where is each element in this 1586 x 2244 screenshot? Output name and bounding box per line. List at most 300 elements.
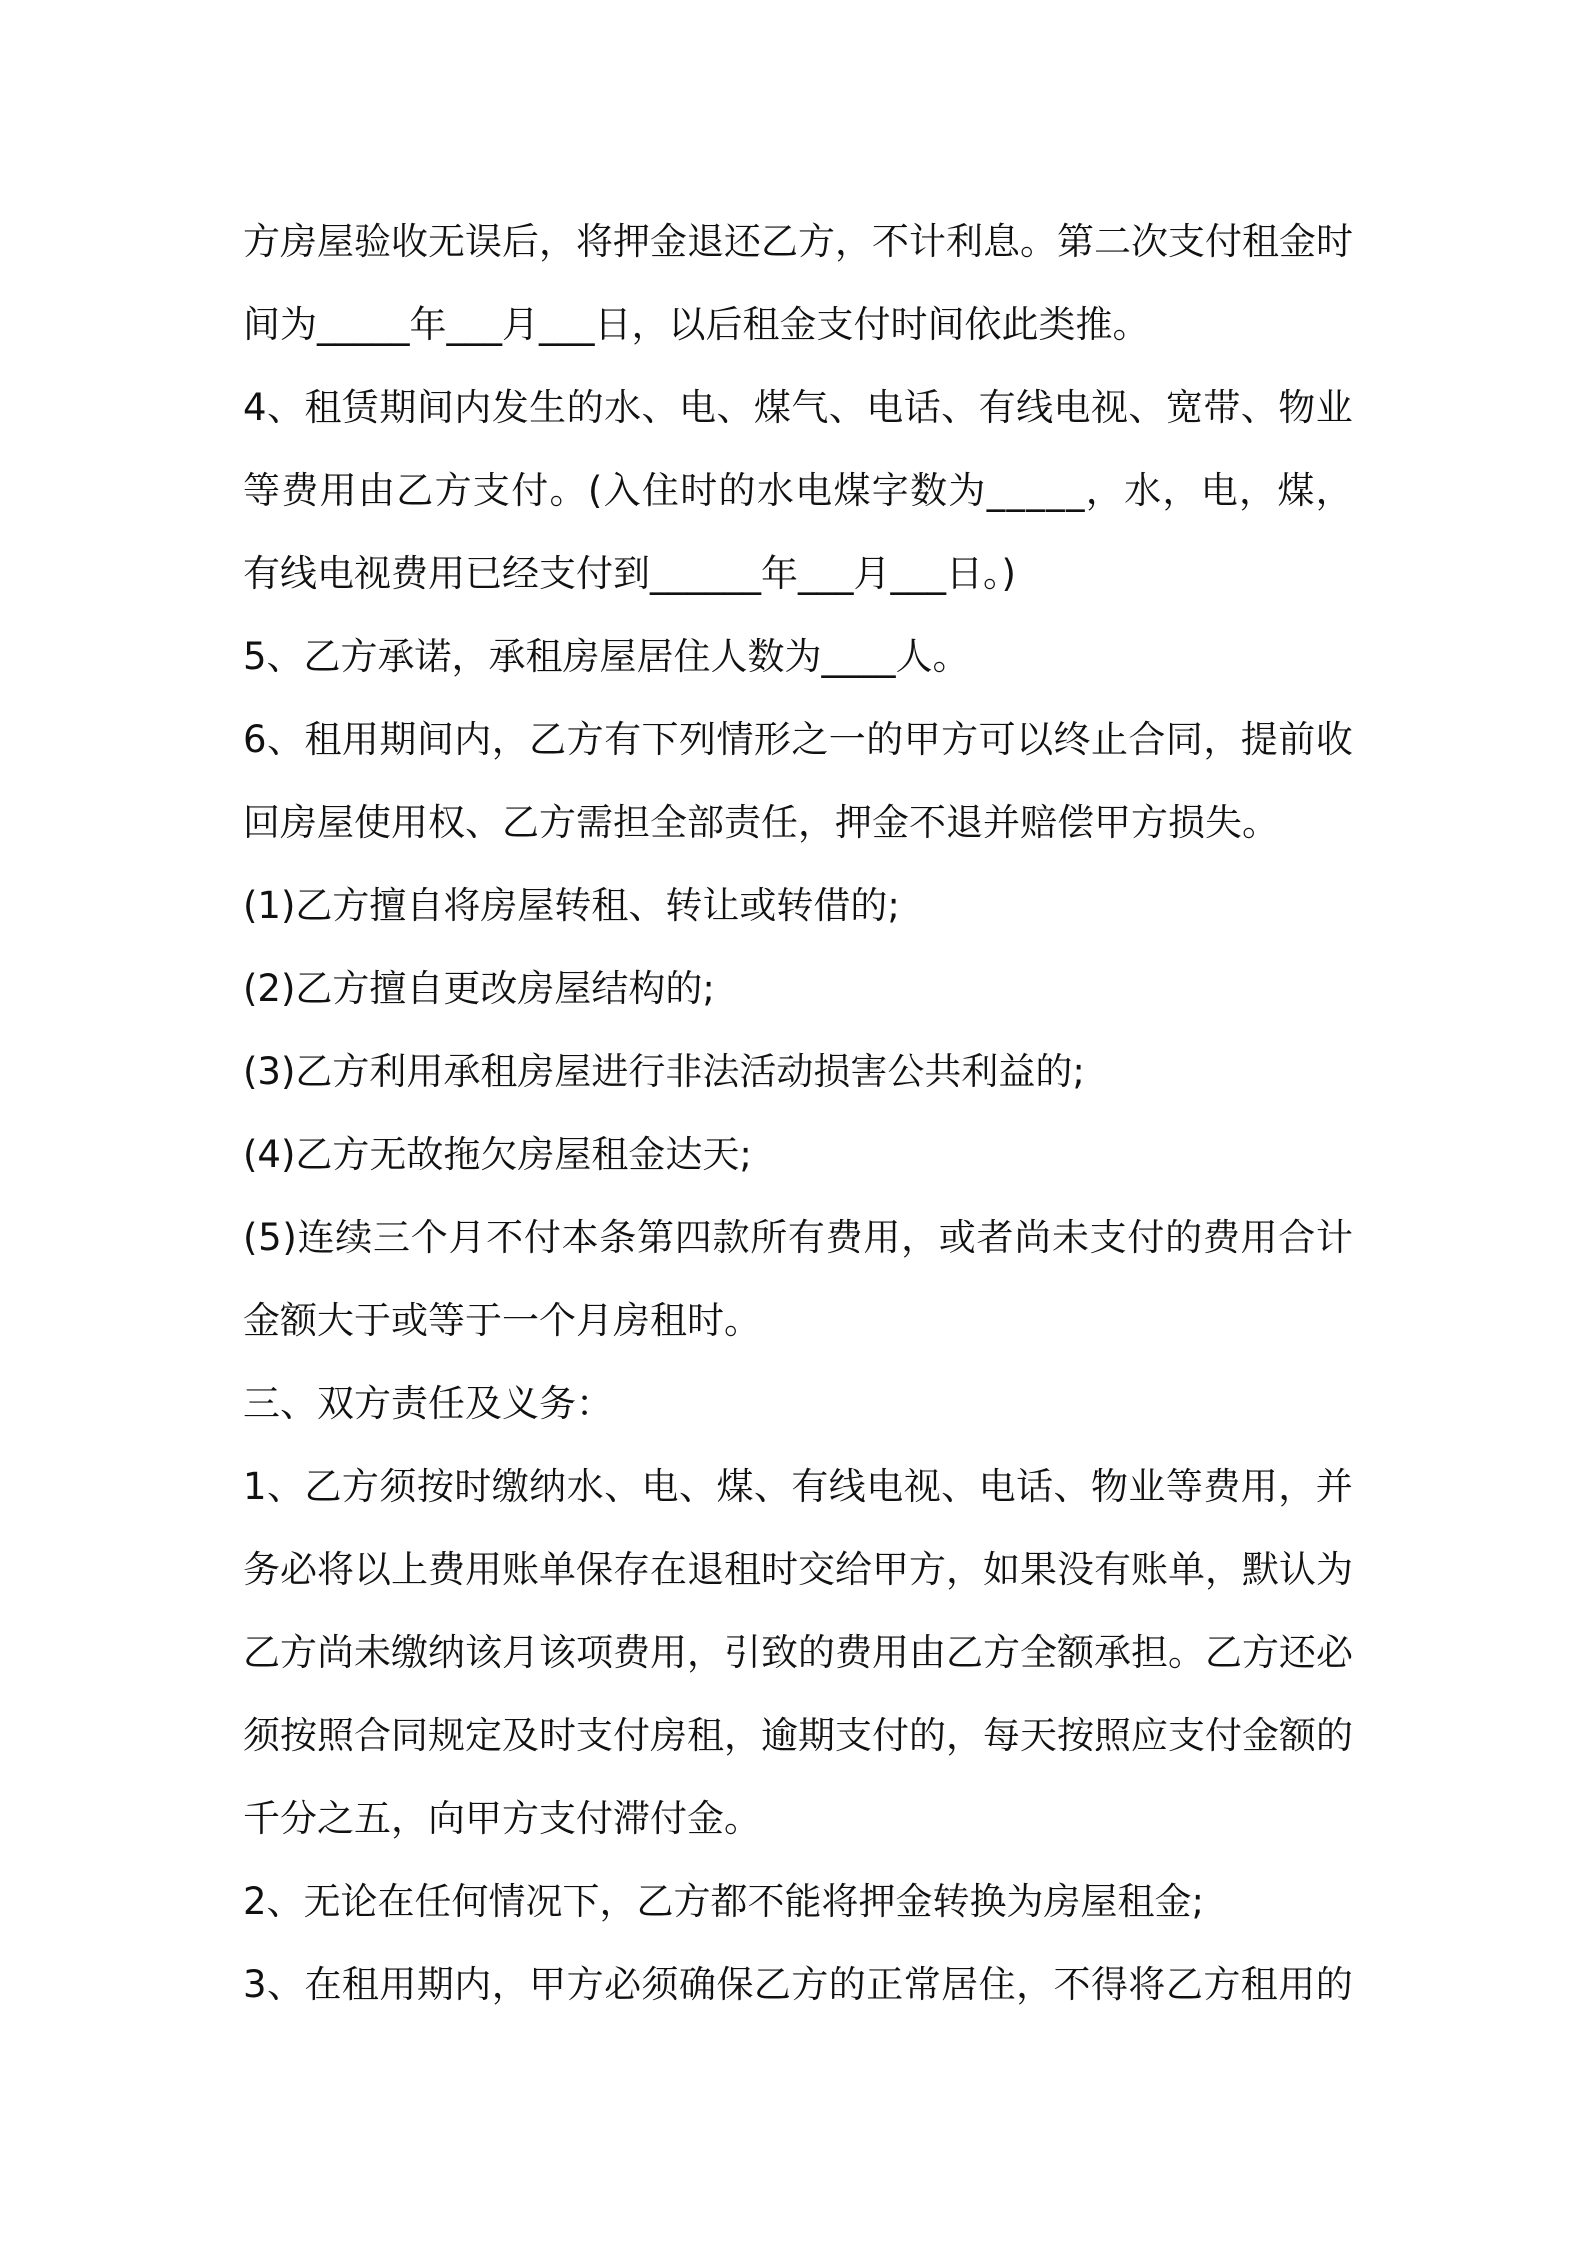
glyph: 下: [641, 718, 679, 761]
glyph: 以: [354, 1548, 391, 1591]
glyph: 费: [825, 1216, 863, 1259]
glyph: 退: [687, 220, 724, 263]
glyph: 常: [903, 1963, 941, 2006]
glyph: ，: [539, 220, 576, 263]
glyph: 付: [511, 469, 549, 512]
glyph: 线: [1016, 386, 1054, 429]
glyph: 内: [454, 1963, 492, 2006]
glyph: 甲: [529, 1963, 567, 2006]
glyph: 担: [1131, 1631, 1168, 1674]
glyph: 方: [909, 1548, 946, 1591]
text-line: [243, 283, 1353, 366]
glyph: 付: [523, 1216, 561, 1259]
glyph: 误: [465, 220, 502, 263]
glyph: 的: [566, 386, 604, 429]
text-line: [243, 947, 1353, 1030]
glyph: 缴: [391, 1631, 428, 1674]
glyph: 、: [604, 1465, 642, 1508]
glyph: 有: [787, 1216, 825, 1259]
glyph: 水: [756, 469, 794, 512]
glyph: 收: [391, 220, 428, 263]
glyph: 计: [1315, 1216, 1353, 1259]
glyph: 账: [502, 1548, 539, 1591]
glyph: 内: [454, 386, 492, 429]
glyph: 单: [1168, 1548, 1205, 1591]
glyph: 方: [566, 1963, 604, 2006]
glyph: 的: [1315, 1963, 1353, 2006]
glyph: 煤: [833, 469, 871, 512]
glyph: 金: [1279, 220, 1316, 263]
glyph: 将: [576, 220, 613, 263]
glyph: ，: [687, 1631, 724, 1674]
glyph: 话: [1016, 1465, 1054, 1508]
glyph: 乙: [753, 1963, 791, 2006]
glyph: 方: [434, 469, 472, 512]
glyph: 宽: [1165, 386, 1203, 429]
glyph: 者: [976, 1216, 1014, 1259]
text-line: [243, 1611, 1353, 1694]
glyph: 由: [357, 469, 395, 512]
glyph: 同: [391, 1714, 428, 1757]
glyph: 果: [1020, 1548, 1057, 1591]
glyph: 带: [1203, 386, 1241, 429]
text-line: [243, 698, 1353, 781]
glyph: 不: [486, 1216, 524, 1259]
glyph: 收: [1315, 718, 1353, 761]
glyph: 租: [1240, 1963, 1278, 2006]
glyph: 用: [341, 718, 379, 761]
text-line: [243, 1196, 1353, 1279]
glyph: 。: [1168, 1631, 1205, 1674]
glyph: 确: [678, 1963, 716, 2006]
glyph: 还: [724, 220, 761, 263]
glyph: 视: [903, 1465, 941, 1508]
glyph: ，: [946, 1714, 983, 1757]
glyph: 用: [1240, 1465, 1278, 1508]
line-text: (2)乙方擅自更改房屋结构的;: [243, 967, 715, 1010]
glyph: 时: [761, 1548, 798, 1591]
glyph: 等: [243, 469, 280, 512]
glyph: 及: [502, 1714, 539, 1757]
glyph: 用: [863, 1216, 901, 1259]
glyph: 用: [319, 469, 357, 512]
glyph: 、: [678, 1465, 716, 1508]
glyph: 交: [798, 1548, 835, 1591]
glyph: 四: [674, 1216, 712, 1259]
glyph: 乙: [304, 1465, 342, 1508]
text-line: [243, 1030, 1353, 1113]
glyph: 给: [835, 1548, 872, 1591]
glyph: 用: [650, 1631, 687, 1674]
glyph: ，: [946, 1548, 983, 1591]
glyph: 用: [465, 1548, 502, 1591]
glyph: 电: [795, 469, 833, 512]
glyph: 列: [678, 718, 716, 761]
glyph: 月: [448, 1216, 486, 1259]
glyph: 后: [502, 220, 539, 263]
line-text: 有线电视费用已经支付到______年___月___日。): [243, 552, 1016, 595]
text-line: [243, 1528, 1353, 1611]
glyph: ，: [901, 1216, 939, 1259]
glyph: ，: [491, 718, 529, 761]
glyph: 款: [712, 1216, 750, 1259]
glyph: 务: [243, 1548, 280, 1591]
line-text: 千分之五，向甲方支付滞付金。: [243, 1797, 761, 1840]
glyph: 验: [354, 220, 391, 263]
glyph: 时: [1316, 220, 1353, 263]
glyph: 入: [603, 469, 641, 512]
glyph: 水: [604, 386, 642, 429]
glyph: 单: [539, 1548, 576, 1591]
glyph: 电: [641, 1465, 679, 1508]
glyph: 住: [978, 1963, 1016, 2006]
glyph: 水: [566, 1465, 604, 1508]
glyph: 条: [599, 1216, 637, 1259]
glyph: 租: [341, 1963, 379, 2006]
glyph: 须: [641, 1963, 679, 2006]
glyph: 将: [1128, 1963, 1166, 2006]
glyph: 有: [604, 718, 642, 761]
glyph: 、: [828, 386, 866, 429]
glyph: ，: [1205, 1548, 1242, 1591]
glyph: 缴: [491, 1465, 529, 1508]
glyph: 一: [828, 718, 866, 761]
glyph: 二: [1094, 220, 1131, 263]
glyph: 方: [798, 220, 835, 263]
glyph: (: [243, 1216, 258, 1259]
text-line: [243, 200, 1353, 283]
line-text: 间为_____年___月___日，以后租金支付时间依此类推。: [243, 303, 1150, 346]
glyph: 1: [243, 1465, 267, 1508]
glyph: 不: [1053, 1963, 1091, 2006]
glyph: 在: [304, 1963, 342, 2006]
glyph: 必: [280, 1548, 317, 1591]
glyph: 字: [871, 469, 909, 512]
glyph: 5: [258, 1216, 282, 1259]
glyph: 或: [938, 1216, 976, 1259]
glyph: 止: [1090, 718, 1128, 761]
glyph: 甲: [872, 1548, 909, 1591]
glyph: 尚: [317, 1631, 354, 1674]
glyph: 支: [1168, 1714, 1205, 1757]
glyph: 承: [1094, 1631, 1131, 1674]
glyph: 本: [561, 1216, 599, 1259]
glyph: 提: [1240, 718, 1278, 761]
glyph: 有: [791, 1465, 829, 1508]
glyph: 方: [243, 220, 280, 263]
glyph: 甲: [903, 718, 941, 761]
glyph: 终: [1053, 718, 1091, 761]
glyph: 应: [1131, 1714, 1168, 1757]
glyph: 、: [267, 1963, 304, 2006]
glyph: 额: [1057, 1631, 1094, 1674]
glyph: 规: [428, 1714, 465, 1757]
glyph: 方: [566, 718, 604, 761]
glyph: 数: [910, 469, 948, 512]
glyph: 时: [539, 1714, 576, 1757]
glyph: _: [1046, 469, 1065, 512]
glyph: 等: [1165, 1465, 1203, 1508]
glyph: 纳: [428, 1631, 465, 1674]
glyph: 付: [872, 1714, 909, 1757]
glyph: 利: [946, 220, 983, 263]
glyph: 该: [539, 1631, 576, 1674]
glyph: 电: [1200, 469, 1238, 512]
glyph: 、: [941, 386, 979, 429]
glyph: 付: [1127, 1216, 1165, 1259]
glyph: 的: [909, 1714, 946, 1757]
text-line: [243, 532, 1353, 615]
glyph: _: [1006, 469, 1025, 512]
glyph: 乙: [1165, 1963, 1203, 2006]
glyph: 气: [791, 386, 829, 429]
glyph: 用: [1240, 1216, 1278, 1259]
glyph: 方: [983, 1631, 1020, 1674]
line-text: 金额大于或等于一个月房租时。: [243, 1299, 761, 1342]
glyph: 项: [576, 1631, 613, 1674]
glyph: 合: [1128, 718, 1166, 761]
glyph: 额: [1279, 1714, 1316, 1757]
glyph: 。: [549, 469, 587, 512]
glyph: 次: [1131, 220, 1168, 263]
glyph: 、: [641, 386, 679, 429]
glyph: 支: [576, 1714, 613, 1757]
glyph: 支: [1168, 220, 1205, 263]
text-line: [243, 366, 1353, 449]
glyph: ，: [1085, 469, 1123, 512]
glyph: 煤: [716, 1465, 754, 1508]
glyph: 、: [267, 718, 304, 761]
glyph: 、: [1053, 1465, 1091, 1508]
glyph: 由: [909, 1631, 946, 1674]
glyph: 租: [304, 386, 342, 429]
glyph: 用: [379, 1963, 417, 2006]
glyph: 线: [828, 1465, 866, 1508]
glyph: 支: [835, 1714, 872, 1757]
glyph: 三: [373, 1216, 411, 1259]
line-text: 2、无论在任何情况下，乙方都不能将押金转换为房屋租金;: [243, 1880, 1205, 1923]
glyph: 形: [753, 718, 791, 761]
glyph: 该: [465, 1631, 502, 1674]
glyph: 未: [1051, 1216, 1089, 1259]
glyph: 的: [1316, 1714, 1353, 1757]
glyph: 押: [613, 220, 650, 263]
glyph: ，: [1162, 469, 1200, 512]
glyph: 费: [1202, 1216, 1240, 1259]
text-line: [243, 864, 1353, 947]
glyph: 居: [941, 1963, 979, 2006]
glyph: 无: [428, 220, 465, 263]
glyph: 如: [983, 1548, 1020, 1591]
glyph: 电: [866, 386, 904, 429]
glyph: 按: [416, 1465, 454, 1508]
glyph: 引: [724, 1631, 761, 1674]
text-line: [243, 615, 1353, 698]
glyph: 未: [354, 1631, 391, 1674]
glyph: 方: [341, 1465, 379, 1508]
glyph: 有: [1094, 1548, 1131, 1591]
glyph: _: [986, 469, 1006, 512]
text-line: [243, 449, 1353, 532]
glyph: 煤: [753, 386, 791, 429]
glyph: 发: [491, 386, 529, 429]
glyph: ，: [1016, 1963, 1054, 2006]
glyph: 须: [379, 1465, 417, 1508]
glyph: 、: [267, 386, 304, 429]
glyph: 可: [978, 718, 1016, 761]
glyph: 照: [317, 1714, 354, 1757]
glyph: 3: [243, 1963, 267, 2006]
glyph: 方: [280, 1631, 317, 1674]
glyph: 为: [1316, 1548, 1353, 1591]
glyph: 存: [613, 1548, 650, 1591]
glyph: 的: [866, 718, 904, 761]
glyph: 物: [1090, 1465, 1128, 1508]
glyph: 6: [243, 718, 267, 761]
glyph: 方: [1203, 1963, 1241, 2006]
glyph: 支: [472, 469, 510, 512]
glyph: 方: [791, 1963, 829, 2006]
glyph: 乙: [761, 220, 798, 263]
glyph: 支: [1089, 1216, 1127, 1259]
glyph: 第: [1057, 220, 1094, 263]
glyph: 在: [650, 1548, 687, 1591]
glyph: 电: [978, 1465, 1016, 1508]
glyph: 须: [243, 1714, 280, 1757]
glyph: 4: [243, 386, 267, 429]
glyph: 间: [416, 718, 454, 761]
text-line: [243, 1777, 1353, 1860]
glyph: 、: [716, 386, 754, 429]
document-body: [243, 200, 1353, 2026]
glyph: 退: [687, 1548, 724, 1591]
glyph: 必: [604, 1963, 642, 2006]
glyph: 租: [724, 1548, 761, 1591]
glyph: 逾: [761, 1714, 798, 1757]
glyph: 物: [1278, 386, 1316, 429]
glyph: 用: [872, 1631, 909, 1674]
glyph: 租: [687, 1714, 724, 1757]
glyph: 方: [1242, 1631, 1279, 1674]
glyph: 照: [1094, 1714, 1131, 1757]
glyph: 前: [1278, 718, 1316, 761]
glyph: 电: [866, 1465, 904, 1508]
glyph: ，: [1203, 718, 1241, 761]
glyph: 致: [761, 1631, 798, 1674]
glyph: 不: [872, 220, 909, 263]
glyph: 的: [828, 1963, 866, 2006]
glyph: 、: [1128, 386, 1166, 429]
glyph: 、: [267, 1465, 304, 1508]
glyph: 金: [1242, 1714, 1279, 1757]
glyph: 第: [637, 1216, 675, 1259]
glyph: 合: [354, 1714, 391, 1757]
glyph: 为: [948, 469, 986, 512]
glyph: 视: [1090, 386, 1128, 429]
glyph: (: [587, 469, 603, 512]
glyph: 以: [1016, 718, 1054, 761]
glyph: 付: [1205, 1714, 1242, 1757]
glyph: 同: [1165, 718, 1203, 761]
glyph: 金: [650, 220, 687, 263]
glyph: 计: [909, 220, 946, 263]
text-line: [243, 1445, 1353, 1528]
text-line: [243, 1279, 1353, 1362]
glyph: ，: [1278, 1465, 1316, 1508]
glyph: 水: [1124, 469, 1162, 512]
glyph: 乙: [946, 1631, 983, 1674]
glyph: 默: [1242, 1548, 1279, 1591]
glyph: 。: [1020, 220, 1057, 263]
glyph: 内: [454, 718, 492, 761]
glyph: 租: [1242, 220, 1279, 263]
glyph: 得: [1090, 1963, 1128, 2006]
glyph: 保: [576, 1548, 613, 1591]
glyph: 合: [1278, 1216, 1316, 1259]
glyph: 、: [753, 1465, 791, 1508]
glyph: 费: [613, 1631, 650, 1674]
glyph: 间: [416, 386, 454, 429]
glyph: 尚: [1014, 1216, 1052, 1259]
glyph: 保: [716, 1963, 754, 2006]
glyph: _: [1026, 469, 1045, 512]
glyph: 月: [502, 1631, 539, 1674]
glyph: 必: [1316, 1631, 1353, 1674]
glyph: 费: [1203, 1465, 1241, 1508]
glyph: 按: [280, 1714, 317, 1757]
glyph: 每: [983, 1714, 1020, 1757]
glyph: 付: [1205, 220, 1242, 263]
glyph: 费: [835, 1631, 872, 1674]
glyph: 住: [641, 469, 679, 512]
text-line: [243, 1113, 1353, 1196]
glyph: 个: [410, 1216, 448, 1259]
glyph: 屋: [317, 220, 354, 263]
glyph: 期: [379, 386, 417, 429]
glyph: 的: [1165, 1216, 1203, 1259]
glyph: 业: [1128, 1465, 1166, 1508]
glyph: 电: [678, 386, 716, 429]
glyph: 房: [650, 1714, 687, 1757]
glyph: 用: [1278, 1963, 1316, 2006]
glyph: 将: [317, 1548, 354, 1591]
glyph: 期: [416, 1963, 454, 2006]
glyph: 赁: [341, 386, 379, 429]
glyph: 纳: [529, 1465, 567, 1508]
glyph: 账: [1131, 1548, 1168, 1591]
glyph: ，: [835, 220, 872, 263]
glyph: 有: [978, 386, 1016, 429]
glyph: 情: [716, 718, 754, 761]
glyph: 所: [750, 1216, 788, 1259]
glyph: 时: [680, 469, 718, 512]
glyph: 电: [1053, 386, 1091, 429]
text-line: [243, 1943, 1353, 2026]
glyph: ，: [1315, 469, 1353, 512]
glyph: 按: [1057, 1714, 1094, 1757]
glyph: 乙: [1205, 1631, 1242, 1674]
glyph: 、: [1240, 386, 1278, 429]
glyph: 房: [280, 220, 317, 263]
glyph: 全: [1020, 1631, 1057, 1674]
line-text: (4)乙方无故拖欠房屋租金达天;: [243, 1133, 752, 1176]
glyph: 定: [465, 1714, 502, 1757]
glyph: ，: [491, 1963, 529, 2006]
text-line: [243, 781, 1353, 864]
glyph: 还: [1279, 1631, 1316, 1674]
glyph: 息: [983, 220, 1020, 263]
glyph: 期: [798, 1714, 835, 1757]
